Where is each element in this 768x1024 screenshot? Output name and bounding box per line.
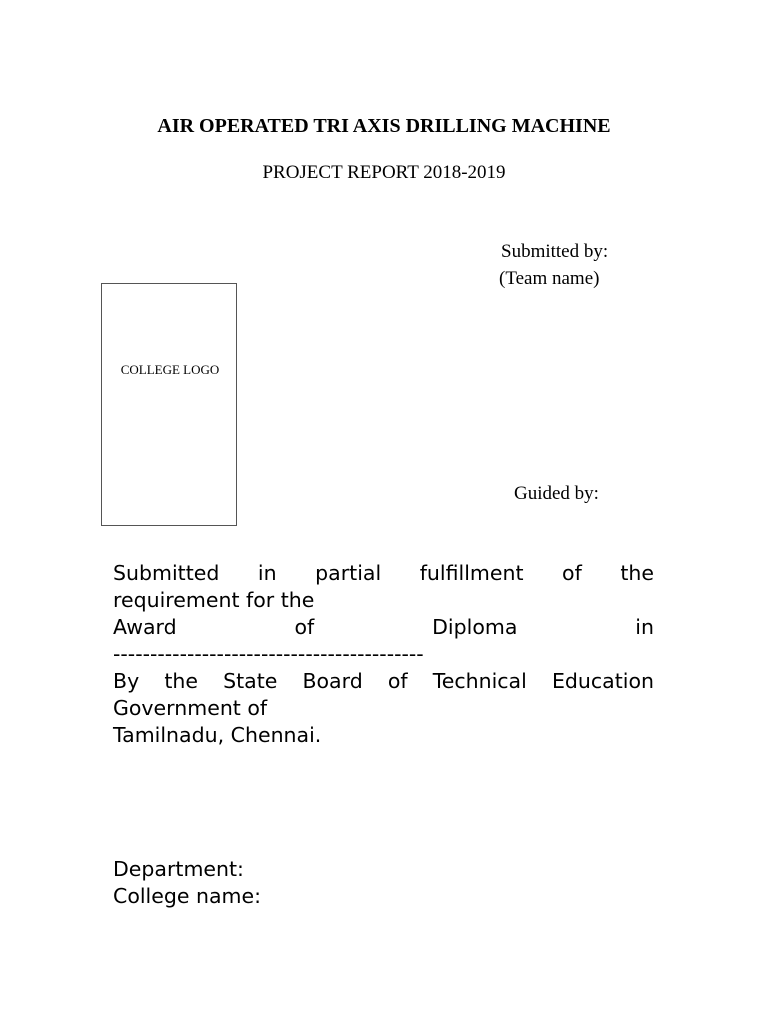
report-subtitle: PROJECT REPORT 2018-2019 <box>262 162 506 183</box>
board-line-3: Tamilnadu, Chennai. <box>113 723 322 747</box>
board-line-2: Government of <box>113 696 268 720</box>
fulfillment-line-2: requirement for the <box>113 588 315 612</box>
team-name-placeholder: (Team name) <box>499 268 600 289</box>
word: Submitted <box>113 561 220 585</box>
report-title: AIR OPERATED TRI AXIS DRILLING MACHINE <box>157 115 611 137</box>
submitted-by-label: Submitted by: <box>501 241 609 262</box>
board-line-1 <box>113 668 654 695</box>
word: Award <box>113 615 177 639</box>
department-block <box>113 856 654 910</box>
word: of <box>562 561 582 585</box>
college-logo-box <box>101 283 237 526</box>
word: in <box>257 561 277 585</box>
word: Board <box>302 669 363 693</box>
diploma-blank-line: ------------------------------------------ <box>113 642 424 666</box>
department-label: Department: <box>113 857 244 881</box>
fulfillment-paragraph <box>113 560 654 668</box>
fulfillment-line-3 <box>113 614 654 641</box>
word: Diploma <box>432 615 518 639</box>
word: in <box>635 615 654 639</box>
word: Education <box>551 669 654 693</box>
college-name-label: College name: <box>113 884 262 908</box>
word: State <box>223 669 278 693</box>
word: Technical <box>432 669 527 693</box>
board-paragraph <box>113 668 654 749</box>
word: By <box>113 669 140 693</box>
word: fulfillment <box>419 561 524 585</box>
college-logo-placeholder: COLLEGE LOGO <box>120 362 220 377</box>
word: the <box>620 561 654 585</box>
word: of <box>387 669 408 693</box>
guided-by-label: Guided by: <box>514 483 599 504</box>
word: the <box>164 669 198 693</box>
word: partial <box>315 561 382 585</box>
word: of <box>294 615 315 639</box>
fulfillment-line-1 <box>113 560 654 587</box>
